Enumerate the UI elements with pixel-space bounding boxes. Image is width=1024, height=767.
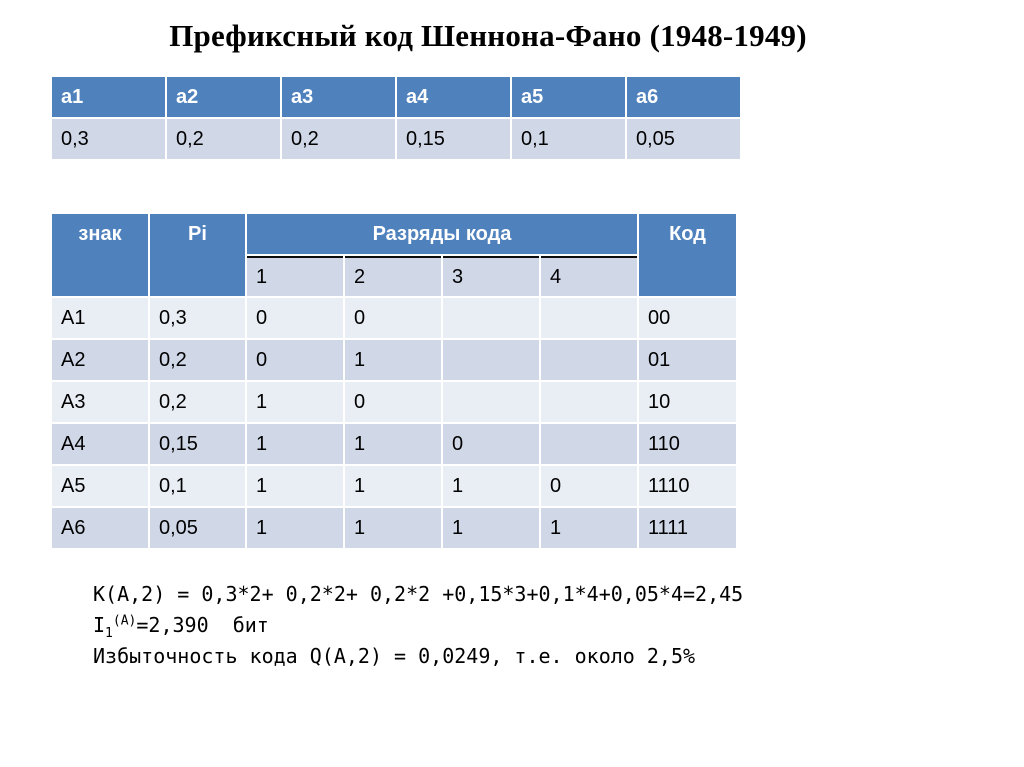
bit-cell: 1 bbox=[247, 466, 343, 506]
alphabet-header-row bbox=[52, 77, 740, 117]
probability-cell: 0,2 bbox=[282, 119, 395, 159]
average-length-formula: K(A,2) = 0,3*2+ 0,2*2+ 0,2*2 +0,15*3+0,1*4+0,05*4=2,45 bbox=[93, 582, 744, 606]
information-superscript: (A) bbox=[112, 613, 137, 629]
bit-cell bbox=[443, 340, 539, 380]
information-value: =2,390 бит bbox=[136, 613, 269, 637]
pi-cell: 0,1 bbox=[150, 466, 245, 506]
probability-cell: 0,05 bbox=[627, 119, 740, 159]
code-cell: 00 bbox=[639, 298, 736, 338]
bit-position-cell: 2 bbox=[345, 256, 441, 296]
formula-block bbox=[93, 579, 743, 672]
information-subscript: 1 bbox=[105, 626, 113, 641]
bit-position-cell: 4 bbox=[541, 256, 637, 296]
pi-cell: 0,15 bbox=[150, 424, 245, 464]
bit-cell: 1 bbox=[443, 508, 539, 548]
slide-title: Префиксный код Шеннона-Фано (1948-1949) bbox=[169, 18, 807, 53]
alphabet-header-cell: a4 bbox=[397, 77, 510, 117]
bit-cell: 0 bbox=[247, 340, 343, 380]
bit-cell: 0 bbox=[443, 424, 539, 464]
shannon-fano-code-table bbox=[50, 212, 738, 550]
information-symbol: I bbox=[93, 613, 106, 637]
table-row bbox=[52, 508, 736, 548]
alphabet-header-cell: a3 bbox=[282, 77, 395, 117]
sign-cell: A1 bbox=[52, 298, 148, 338]
header-sign: знак bbox=[52, 214, 148, 296]
bit-cell bbox=[443, 382, 539, 422]
code-cell: 110 bbox=[639, 424, 736, 464]
sign-cell: A5 bbox=[52, 466, 148, 506]
table-row bbox=[52, 382, 736, 422]
bit-cell: 1 bbox=[541, 508, 637, 548]
alphabet-probability-table bbox=[50, 75, 742, 161]
pi-cell: 0,05 bbox=[150, 508, 245, 548]
code-cell: 1111 bbox=[639, 508, 736, 548]
alphabet-header-cell: a2 bbox=[167, 77, 280, 117]
probability-cell: 0,2 bbox=[167, 119, 280, 159]
alphabet-header-cell: a5 bbox=[512, 77, 625, 117]
table-row bbox=[52, 340, 736, 380]
alphabet-header-cell: a1 bbox=[52, 77, 165, 117]
header-code-bits: Разряды кода bbox=[247, 214, 637, 254]
sign-cell: A2 bbox=[52, 340, 148, 380]
code-cell: 1110 bbox=[639, 466, 736, 506]
bit-cell: 0 bbox=[345, 298, 441, 338]
table-row bbox=[52, 298, 736, 338]
bit-position-cell: 1 bbox=[247, 256, 343, 296]
code-cell: 10 bbox=[639, 382, 736, 422]
bit-cell: 0 bbox=[345, 382, 441, 422]
probability-cell: 0,3 bbox=[52, 119, 165, 159]
bit-cell bbox=[541, 340, 637, 380]
pi-cell: 0,3 bbox=[150, 298, 245, 338]
sign-cell: A6 bbox=[52, 508, 148, 548]
table-row bbox=[52, 466, 736, 506]
code-cell: 01 bbox=[639, 340, 736, 380]
bit-cell: 0 bbox=[247, 298, 343, 338]
code-table-header-row bbox=[52, 214, 736, 254]
bit-cell: 1 bbox=[247, 382, 343, 422]
sign-cell: A4 bbox=[52, 424, 148, 464]
header-code: Код bbox=[639, 214, 736, 296]
header-pi: Pi bbox=[150, 214, 245, 296]
bit-cell: 1 bbox=[345, 508, 441, 548]
table-row bbox=[52, 424, 736, 464]
alphabet-value-row bbox=[52, 119, 740, 159]
bit-cell bbox=[541, 424, 637, 464]
bit-cell: 1 bbox=[443, 466, 539, 506]
bit-position-cell: 3 bbox=[443, 256, 539, 296]
bit-cell: 1 bbox=[345, 340, 441, 380]
pi-cell: 0,2 bbox=[150, 382, 245, 422]
redundancy-formula: Избыточность кода Q(A,2) = 0,0249, т.е. около 2,5% bbox=[93, 644, 696, 668]
bit-cell: 1 bbox=[247, 508, 343, 548]
alphabet-header-cell: a6 bbox=[627, 77, 740, 117]
bit-cell: 1 bbox=[345, 466, 441, 506]
bit-cell: 1 bbox=[247, 424, 343, 464]
probability-cell: 0,15 bbox=[397, 119, 510, 159]
probability-cell: 0,1 bbox=[512, 119, 625, 159]
bit-cell: 0 bbox=[541, 466, 637, 506]
bit-cell: 1 bbox=[345, 424, 441, 464]
bit-cell bbox=[443, 298, 539, 338]
bit-cell bbox=[541, 382, 637, 422]
information-formula bbox=[93, 610, 743, 641]
pi-cell: 0,2 bbox=[150, 340, 245, 380]
bit-cell bbox=[541, 298, 637, 338]
sign-cell: A3 bbox=[52, 382, 148, 422]
